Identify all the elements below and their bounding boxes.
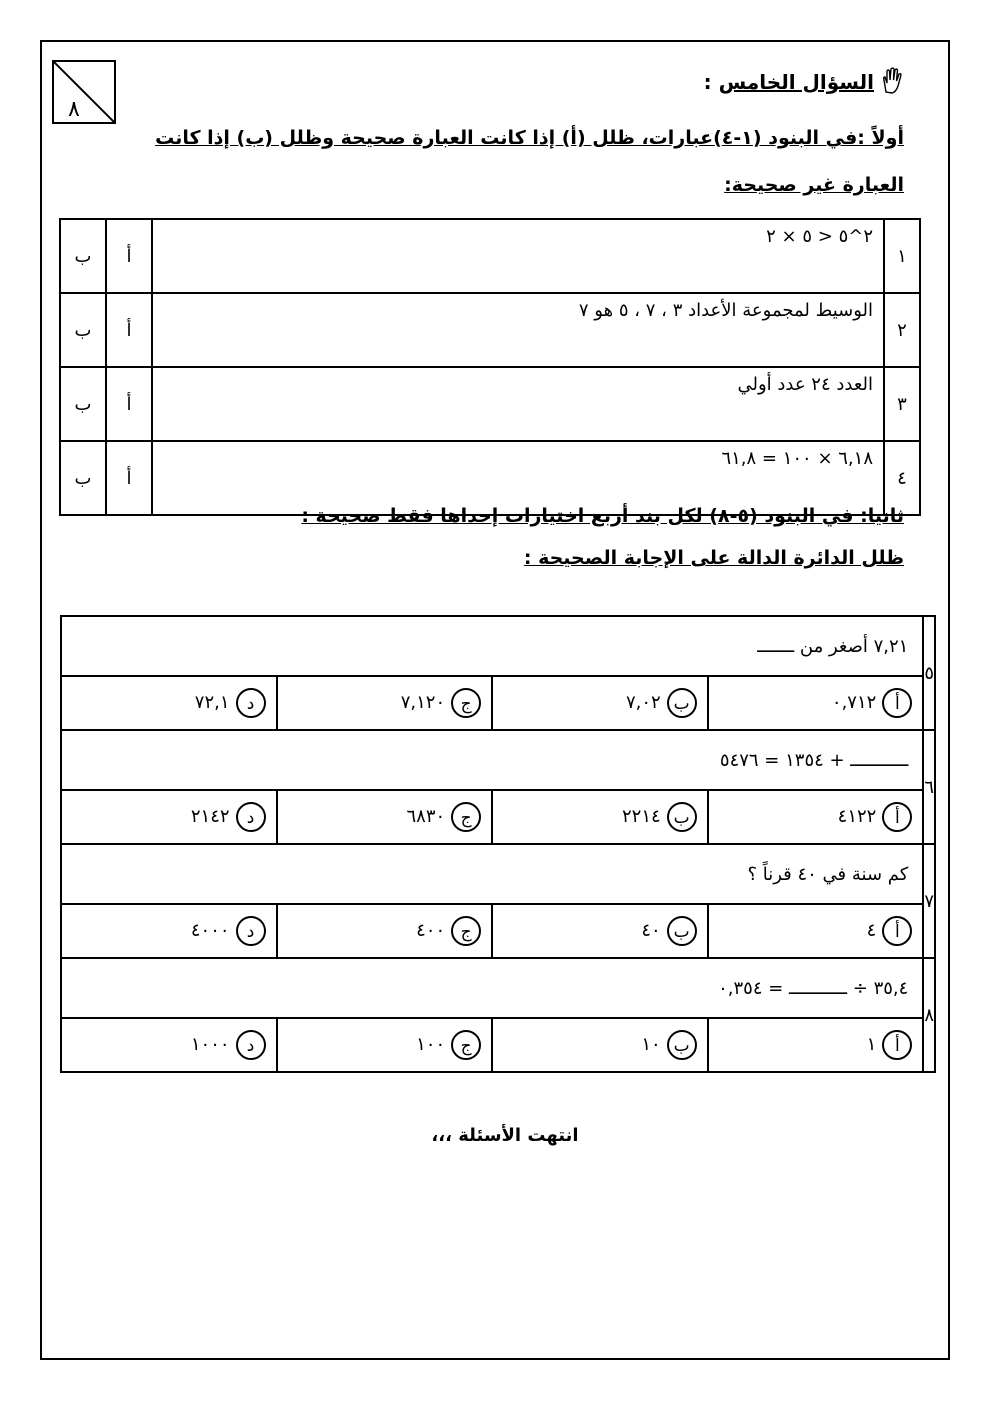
choice-value: ٤٠٠ [416, 920, 446, 941]
choice-value: ٤ [866, 920, 877, 941]
statement-text: العدد ٢٤ عدد أولي [152, 367, 884, 441]
section-title [704, 70, 874, 94]
score-value: ٨ [68, 97, 80, 122]
choice-circle[interactable]: ب [667, 688, 697, 718]
statement-text: ٦,١٨ × ١٠٠ = ٦١,٨ [152, 441, 884, 515]
choice-circle[interactable]: ب [667, 916, 697, 946]
choice-circle[interactable]: أ [882, 688, 912, 718]
choice-cell[interactable] [492, 1018, 708, 1072]
choice-cell[interactable] [277, 676, 493, 730]
part2-table [60, 615, 936, 1073]
item-number: ٤ [884, 441, 920, 515]
question-text: ـــــــــــ + ١٣٥٤ = ٥٤٧٦ [61, 730, 923, 790]
choice-value: ١٠٠ [416, 1034, 446, 1055]
choice-cell[interactable] [61, 676, 277, 730]
choices-row [61, 676, 935, 730]
hand-icon [878, 66, 908, 96]
option-b[interactable]: ب [60, 219, 106, 293]
part1-instruction: أولاً :في البنود (١-٤)عبارات، ظلل (أ) إذا كانت العبارة صحيحة وظلل (ب) إذا كانت العبارة غير صحيحة: [155, 127, 904, 196]
option-b[interactable]: ب [60, 293, 106, 367]
choice-cell[interactable] [61, 790, 277, 844]
choice-value: ٢١٤٢ [190, 806, 230, 827]
score-box [52, 60, 116, 124]
option-a[interactable]: أ [106, 293, 152, 367]
choice-circle[interactable]: أ [882, 1030, 912, 1060]
choice-value: ١ [866, 1034, 877, 1055]
choice-value: ٤٠ [641, 920, 661, 941]
choice-circle[interactable]: أ [882, 916, 912, 946]
item-number: ٢ [884, 293, 920, 367]
choice-cell[interactable] [492, 904, 708, 958]
item-number: ٧ [923, 844, 935, 958]
option-b[interactable]: ب [60, 441, 106, 515]
choice-cell[interactable] [708, 904, 924, 958]
statement-row [60, 219, 920, 293]
title-text: السؤال الخامس [718, 70, 874, 94]
statement-text: الوسيط لمجموعة الأعداد ٣ ، ٧ ، ٥ هو ٧ [152, 293, 884, 367]
part2-instruction: ثانيا: في البنود (٥-٨) لكل بند أربع اختيارات إحداها فقط صحيحة : [301, 505, 904, 527]
choice-value: ١٠ [641, 1034, 661, 1055]
statement-text: ٢^٥ < ٥ × ٢ [152, 219, 884, 293]
choice-circle[interactable]: د [236, 688, 266, 718]
choice-value: ١٠٠٠ [190, 1034, 230, 1055]
choice-value: ٤٠٠٠ [190, 920, 230, 941]
question-text: ٧,٢١ أصغر من ـــــــ [61, 616, 923, 676]
choice-circle[interactable]: ب [667, 1030, 697, 1060]
choice-cell[interactable] [492, 676, 708, 730]
question-row [61, 958, 935, 1018]
part1-table [59, 218, 921, 516]
question-text: ٣٥,٤ ÷ ـــــــــــ = ٠,٣٥٤ [61, 958, 923, 1018]
choice-circle[interactable]: ج [451, 688, 481, 718]
statement-row [60, 367, 920, 441]
option-a[interactable]: أ [106, 219, 152, 293]
item-number: ٨ [923, 958, 935, 1072]
choice-circle[interactable]: د [236, 802, 266, 832]
choice-circle[interactable]: ج [451, 916, 481, 946]
choice-cell[interactable] [708, 676, 924, 730]
choice-cell[interactable] [708, 790, 924, 844]
item-number: ٦ [923, 730, 935, 844]
choice-circle[interactable]: د [236, 1030, 266, 1060]
question-row [61, 616, 935, 676]
choice-cell[interactable] [61, 1018, 277, 1072]
end-note: انتهت الأسئلة ،،، [431, 1125, 579, 1146]
choice-circle[interactable]: ج [451, 1030, 481, 1060]
choice-value: ٠,٧١٢ [831, 692, 877, 713]
item-number: ٣ [884, 367, 920, 441]
choices-row [61, 904, 935, 958]
choice-circle[interactable]: د [236, 916, 266, 946]
choice-cell[interactable] [708, 1018, 924, 1072]
choice-cell[interactable] [492, 790, 708, 844]
option-a[interactable]: أ [106, 367, 152, 441]
choice-circle[interactable]: ب [667, 802, 697, 832]
diagonal-line [54, 62, 114, 122]
item-number: ٥ [923, 616, 935, 730]
statement-row [60, 441, 920, 515]
choice-cell[interactable] [277, 790, 493, 844]
question-text: كم سنة في ٤٠ قرناً ؟ [61, 844, 923, 904]
choice-value: ٧,١٢٠ [400, 692, 446, 713]
choices-row [61, 790, 935, 844]
choice-value: ٤١٢٢ [837, 806, 877, 827]
title-suffix: : [703, 70, 712, 94]
choices-row [61, 1018, 935, 1072]
choice-value: ٢٢١٤ [622, 806, 661, 827]
option-a[interactable]: أ [106, 441, 152, 515]
part2-instruction-2: ظلل الدائرة الدالة على الإجابة الصحيحة : [523, 547, 904, 569]
statement-row [60, 293, 920, 367]
choice-circle[interactable]: أ [882, 802, 912, 832]
choice-value: ٧,٠٢ [625, 692, 661, 713]
item-number: ١ [884, 219, 920, 293]
choice-circle[interactable]: ج [451, 802, 481, 832]
choice-cell[interactable] [277, 904, 493, 958]
choice-value: ٧٢,١ [194, 692, 230, 713]
question-row [61, 730, 935, 790]
choice-cell[interactable] [277, 1018, 493, 1072]
option-b[interactable]: ب [60, 367, 106, 441]
choice-value: ٦٨٣٠ [406, 806, 446, 827]
question-row [61, 844, 935, 904]
choice-cell[interactable] [61, 904, 277, 958]
